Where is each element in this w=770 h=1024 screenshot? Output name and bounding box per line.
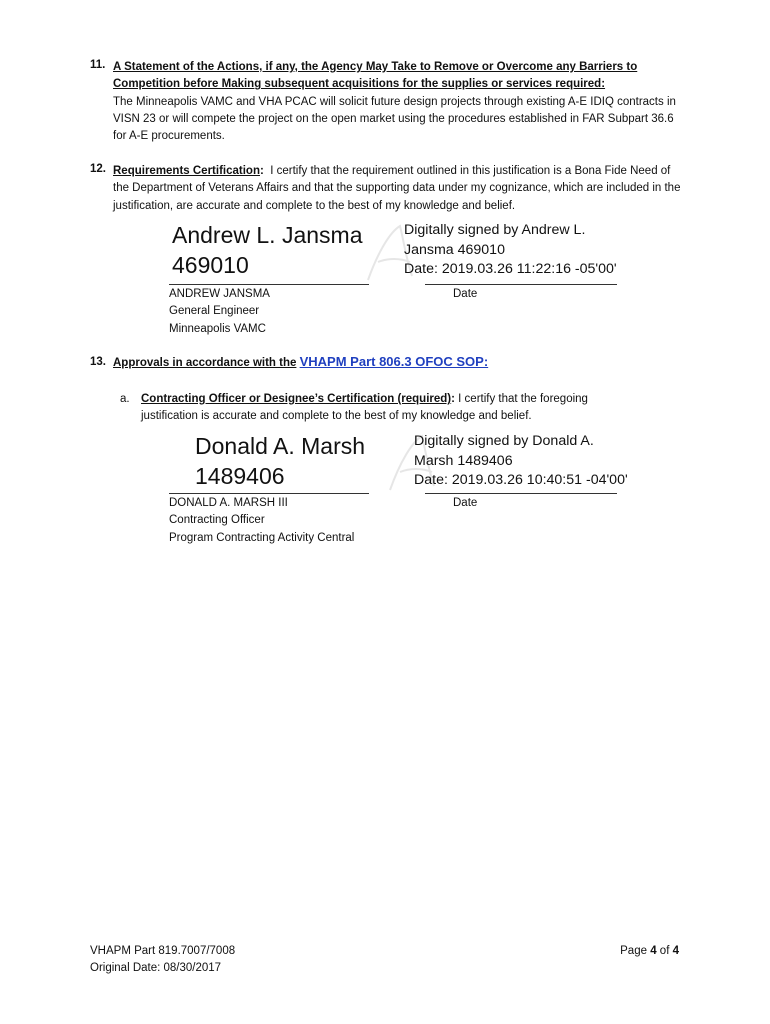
signature-2-digital-line2: Marsh 1489406 [414,452,513,469]
signature-2-line [169,493,369,494]
signature-1-name-line1: Andrew L. Jansma [172,222,363,248]
signature-2-date-line [425,493,617,494]
ofoc-sop-link[interactable]: VHAPM Part 806.3 OFOC SOP: [299,354,489,369]
section-13-number: 13. [90,356,106,368]
signature-2-digital-line1: Digitally signed by Donald A. [414,433,594,449]
signer-1-name: ANDREW JANSMA [169,288,270,300]
signature-2-name-line1: Donald A. Marsh [195,433,366,459]
signer-1-block [169,286,270,338]
signature-2-digital-line3: Date: 2019.03.26 10:40:51 -04'00' [414,472,628,488]
signature-1-line [169,284,369,285]
section-12-heading-colon: : [259,165,264,177]
item-a-letter: a. [120,393,130,405]
signature-2-name-line2: 1489406 [195,463,285,489]
page-prefix: Page [620,945,651,957]
page-current: 4 [650,945,657,957]
item-a-heading: Contracting Officer or Designee’s Certification (required) [141,393,452,405]
section-11-heading: A Statement of the Actions, if any, the Agency May Take to Remove or Overcome any Barriers to Competition before Making subsequent acquisitions for the supplies or services required: [113,61,638,91]
signature-1-digital-stamp [404,221,617,280]
footer-left [90,943,235,977]
section-13-heading: Approvals in accordance with the [113,357,297,369]
signature-1-digital-line1: Digitally signed by Andrew L. [404,222,586,238]
signer-2-name: DONALD A. MARSH III [169,497,288,509]
signer-2-title: Contracting Officer [169,514,265,527]
footer-page-number [620,943,679,960]
footer-doc-ref: VHAPM Part 819.7007/7008 [90,945,236,957]
signer-2-org: Program Contracting Activity Central [169,531,355,544]
signature-1-name-line2: 469010 [172,252,249,278]
section-11-body: The Minneapolis VAMC and VHA PCAC will solicit future design projects through existing A-E IDIQ contracts in VISN 23 or will compete the project on the open market using the procedures established in FAR Subpart 36.6 for A-E procurements. [113,95,676,143]
section-11-number: 11. [90,59,106,71]
section-12-heading: Requirements Certification [113,165,260,177]
signature-1-name [172,220,362,280]
page-total: 4 [672,945,679,957]
signer-1-title: General Engineer [169,305,260,318]
signature-1-date-label: Date [453,288,478,300]
signature-1-digital-line2: Jansma 469010 [404,241,505,258]
signature-1-digital-line3: Date: 2019.03.26 11:22:16 -05'00' [404,261,617,277]
signer-1-org: Minneapolis VAMC [169,322,266,335]
signature-2-name [195,431,365,491]
signature-2-digital-stamp [414,432,628,491]
section-12-body: I certify that the requirement outlined in this justification is a Bona Fide Need of the Department of Veterans Affairs and that the supporting data under my cognizance, which are included in the justification, are accurate and complete to the best of my knowledge and belief. [113,165,681,212]
signature-1-date-line [425,284,617,285]
section-12-number: 12. [90,163,106,175]
item-a [141,391,641,426]
section-11 [113,59,683,145]
section-12 [113,163,685,215]
signer-2-block [169,495,354,547]
item-a-heading-colon: : [451,393,455,405]
section-13-heading-line [113,353,693,372]
signature-2-date-label: Date [453,497,478,509]
footer-original-date: Original Date: 08/30/2017 [90,962,222,974]
item-a-body: I certify that the foregoing justification is accurate and complete to the best of my knowledge and belief. [141,393,588,423]
page-of: of [656,945,673,957]
